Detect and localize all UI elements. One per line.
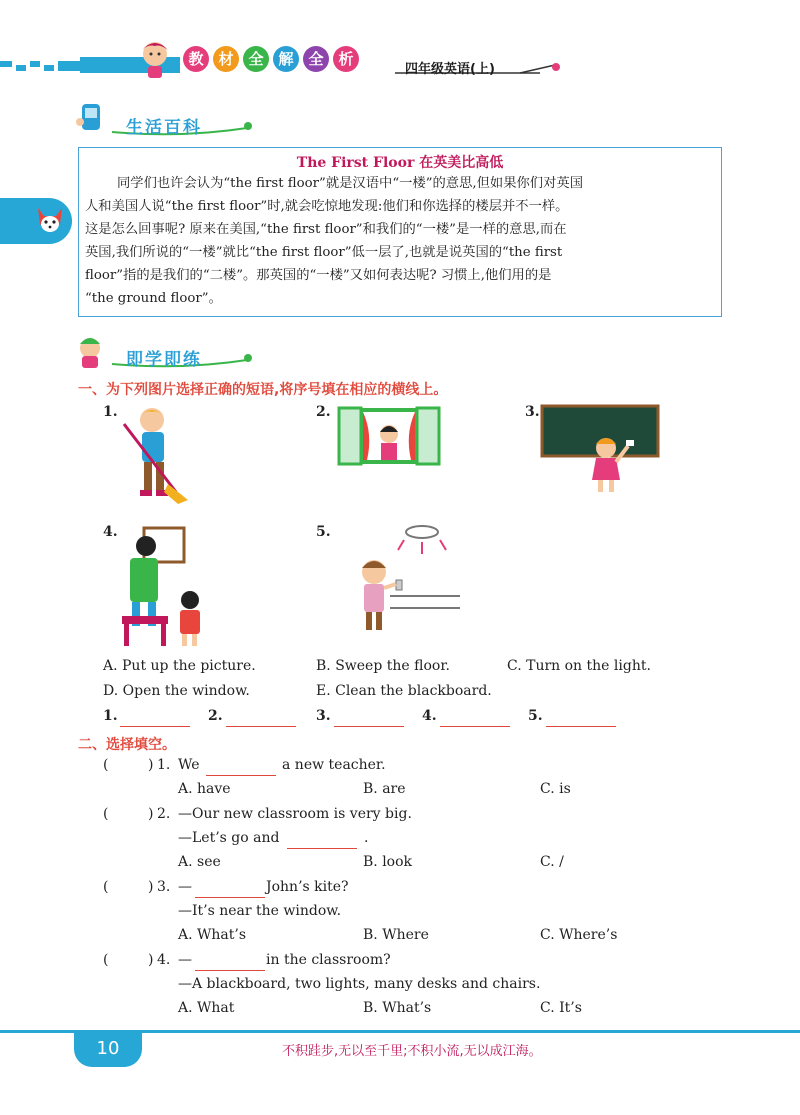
choice: C. is [540,781,571,797]
question-number: 3. [157,879,171,895]
answer-label: 4. [422,708,437,724]
choice: A. have [178,781,231,797]
question-text-before: — [178,952,192,968]
picture-number: 1. [103,404,118,420]
question-number: 4. [157,952,171,968]
encyclopedia-line: floor”指的是我们的“二楼”。那英国的“一楼”又如何表达呢? 习惯上,他们用的是 [85,268,552,283]
question-number: 2. [157,806,171,822]
header-mascot [130,36,180,80]
put-up-picture-picture [116,524,212,648]
choice: A. What [178,1000,235,1016]
header-series-char: 材 [213,46,239,72]
choice: A. see [178,854,221,870]
question-text-before: — [178,879,192,895]
header-series-char: 教 [183,46,209,72]
open-window-picture [333,404,445,468]
answer-blank-5[interactable] [546,726,616,727]
option-b: B. Sweep the floor. [316,658,450,674]
question-text-after: John’s kite? [266,879,349,895]
answer-blank-1[interactable] [120,726,190,727]
part2-instruction: 二、选择填空。 [78,737,176,753]
header-series-char: 析 [333,46,359,72]
question-blank[interactable] [195,897,265,898]
answer-paren-open: ( [103,806,109,822]
choice: B. look [363,854,413,870]
question-text-after: a new teacher. [282,757,386,773]
picture-number: 3. [525,404,540,420]
header-series-char: 全 [303,46,329,72]
answer-paren-open: ( [103,879,109,895]
page-number: 10 [96,1038,120,1059]
turn-on-light-picture [334,524,462,636]
picture-number: 4. [103,524,118,540]
answer-paren-close: ) [148,952,154,968]
answer-label: 1. [103,708,118,724]
encyclopedia-box [78,147,722,317]
answer-label: 3. [316,708,331,724]
choice: C. It’s [540,1000,582,1016]
question-blank[interactable] [287,848,357,849]
question-blank[interactable] [195,970,265,971]
option-a: A. Put up the picture. [103,658,256,674]
choice: C. / [540,854,564,870]
picture-number: 5. [316,524,331,540]
fox-mascot-icon [34,202,66,240]
header-band [0,55,800,79]
choice: B. What’s [363,1000,432,1016]
question-line: —It’s near the window. [178,903,342,919]
choice: B. Where [363,927,429,943]
clean-blackboard-picture [540,404,660,496]
question-blank[interactable] [206,775,276,776]
header-grade: 四年级英语(上) [405,62,495,77]
answer-bracket-q4[interactable] [114,952,142,970]
answer-label: 2. [208,708,223,724]
header-series-char: 解 [273,46,299,72]
picture-number: 2. [316,404,331,420]
option-d: D. Open the window. [103,683,250,699]
encyclopedia-line: 这是怎么回事呢? 原来在美国,“the first floor”和我们的“一楼”是一样的意思,而在 [85,222,567,237]
question-text-before: —Let’s go and [178,830,280,846]
question-line: —Our new classroom is very big. [178,806,412,822]
answer-bracket-q2[interactable] [114,806,142,824]
answer-paren-close: ) [148,757,154,773]
answer-paren-open: ( [103,757,109,773]
option-e: E. Clean the blackboard. [316,683,492,699]
question-text-after: . [364,830,369,846]
choice: B. are [363,781,406,797]
question-line: —A blackboard, two lights, many desks and chairs. [178,976,541,992]
boy-sweeping-picture [118,404,196,508]
header-series-char: 全 [243,46,269,72]
question-number: 1. [157,757,171,773]
answer-paren-close: ) [148,879,154,895]
footer-motto: 不积跬步,无以至千里;不积小流,无以成江海。 [282,1044,542,1059]
question-text-after: in the classroom? [266,952,391,968]
practice-heading: 即学即练 [126,350,202,370]
choice: A. What’s [178,927,247,943]
encyclopedia-heading: 生活百科 [126,118,202,138]
encyclopedia-line: 同学们也许会认为“the first floor”就是汉语中“一楼”的意思,但如果你们对英国 [117,176,583,191]
part1-instruction: 一、为下列图片选择正确的短语,将序号填在相应的横线上。 [78,382,448,398]
answer-blank-2[interactable] [226,726,296,727]
encyclopedia-line: “the ground floor”。 [85,291,222,306]
encyclopedia-title: The First Floor 在英美比高低 [296,155,504,171]
answer-blank-4[interactable] [440,726,510,727]
answer-blank-3[interactable] [334,726,404,727]
question-text-before: We [178,757,200,773]
option-c: C. Turn on the light. [507,658,651,674]
answer-bracket-q1[interactable] [114,757,142,775]
answer-paren-close: ) [148,806,154,822]
choice: C. Where’s [540,927,618,943]
encyclopedia-line: 英国,我们所说的“一楼”就比“the first floor”低一层了,也就是说英国的“the first [85,245,563,260]
answer-label: 5. [528,708,543,724]
answer-paren-open: ( [103,952,109,968]
answer-bracket-q3[interactable] [114,879,142,897]
encyclopedia-line: 人和美国人说“the first floor”时,就会吃惊地发现:他们和你选择的楼层并不一样。 [85,199,569,214]
